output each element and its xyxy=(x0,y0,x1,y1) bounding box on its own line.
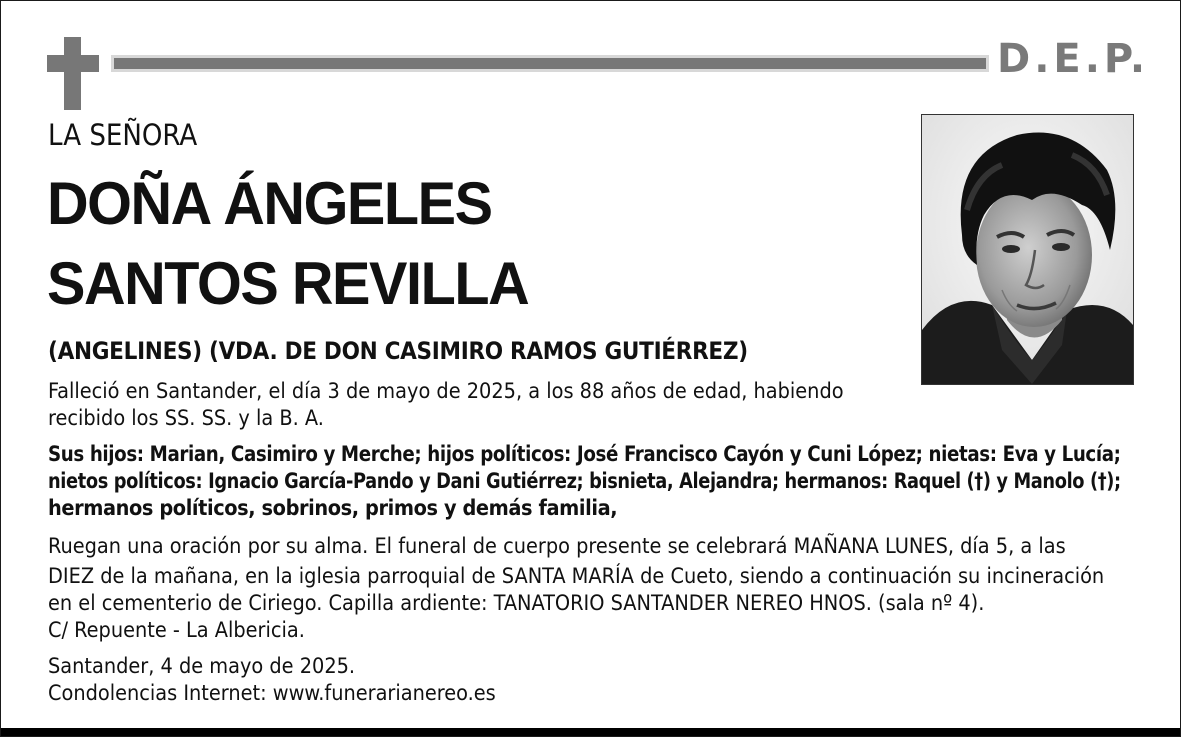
portrait-icon xyxy=(922,115,1133,384)
family-line: nietos políticos: Ignacio García-Pando y Dani Gutiérrez; bisnieta, Alejandra; hermanos: Raquel (†) y Manolo (†); xyxy=(48,469,1121,494)
death-notice-line: Falleció en Santander, el día 3 de mayo de 2025, a los 88 años de edad, habiendo xyxy=(48,379,844,404)
family-line: hermanos políticos, sobrinos, primos y demás familia, xyxy=(48,496,618,521)
funeral-line: DIEZ de la mañana, en la iglesia parroquial de SANTA MARÍA de Cueto, siendo a continuación su incineración xyxy=(48,564,1105,589)
honorific: LA SEÑORA xyxy=(48,118,198,152)
cross-horizontal-bar xyxy=(47,55,99,72)
place-date: Santander, 4 de mayo de 2025. xyxy=(48,654,356,679)
death-notice-line: recibido los SS. SS. y la B. A. xyxy=(48,406,324,431)
deceased-nickname: (ANGELINES) (VDA. DE DON CASIMIRO RAMOS GUTIÉRREZ) xyxy=(48,337,748,365)
portrait-photo xyxy=(921,114,1134,385)
bottom-border-bar xyxy=(1,728,1180,736)
funeral-line: Ruegan una oración por su alma. El funeral de cuerpo presente se celebrará MAÑANA LUNES, día 5, a las xyxy=(48,534,1066,559)
family-line: Sus hijos: Marian, Casimiro y Merche; hijos políticos: José Francisco Cayón y Cuni López; nietas: Eva y Lucía; xyxy=(48,442,1121,467)
cross-vertical-bar xyxy=(64,37,81,110)
dep-label: D.E.P. xyxy=(997,36,1150,82)
header-rule xyxy=(111,55,989,72)
condolences-line: Condolencias Internet: www.funerarianereo.es xyxy=(48,681,496,706)
deceased-name-line-2: SANTOS REVILLA xyxy=(47,250,529,317)
funeral-line: C/ Repuente - La Albericia. xyxy=(48,618,305,643)
deceased-name-line-1: DOÑA ÁNGELES xyxy=(47,170,492,237)
funeral-line: en el cementerio de Ciriego. Capilla ardiente: TANATORIO SANTANDER NEREO HNOS. (sala nº 4). xyxy=(48,591,985,616)
